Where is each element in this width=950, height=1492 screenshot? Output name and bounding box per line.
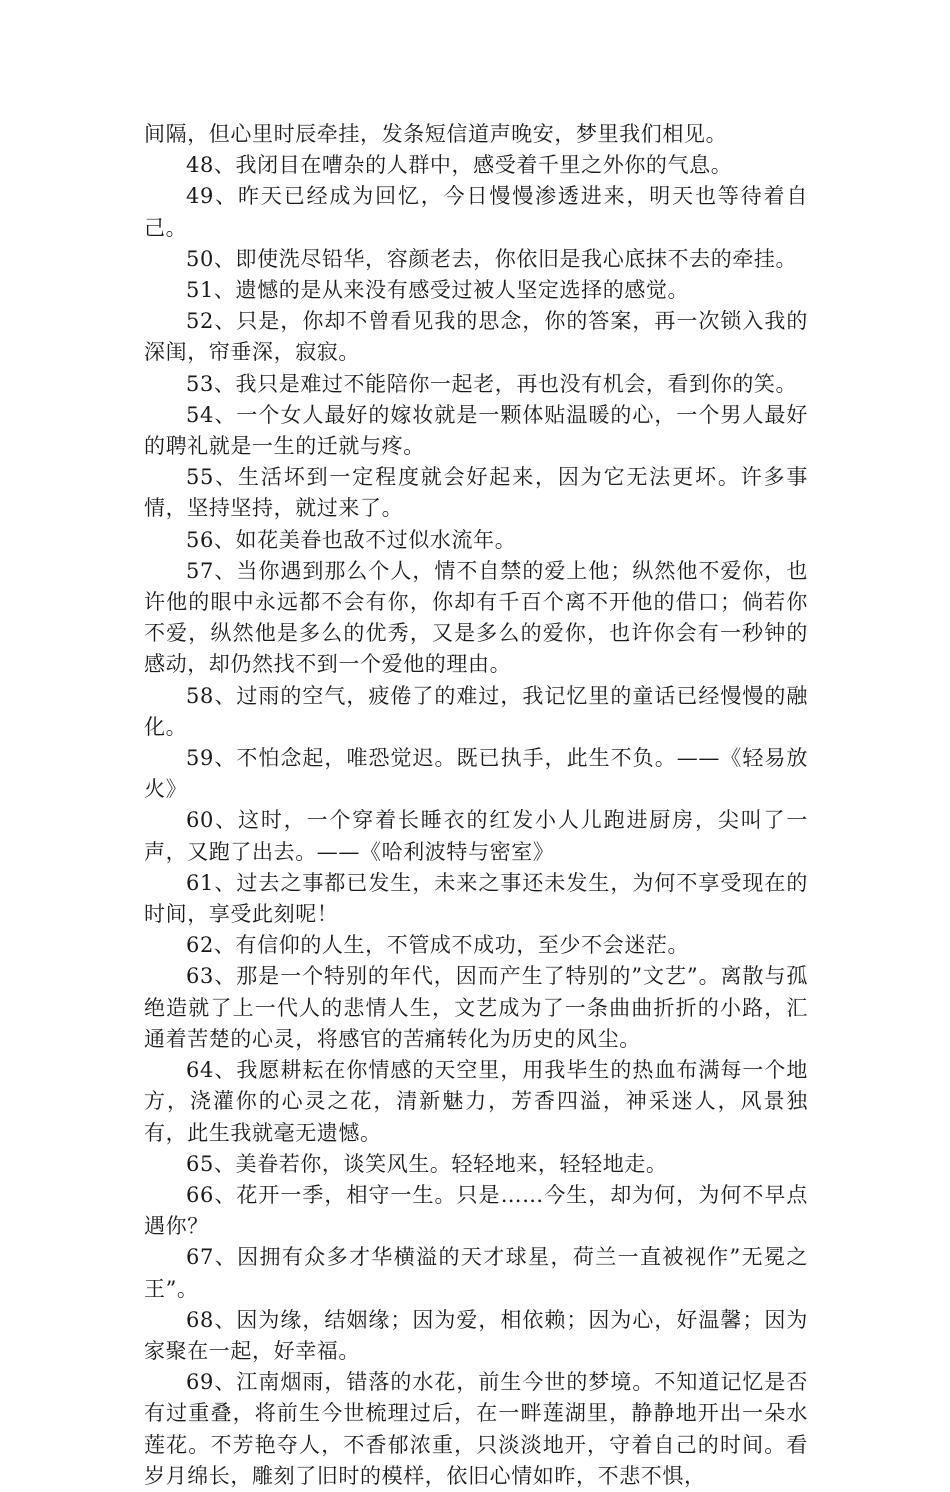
paragraph-64: 64、我愿耕耘在你情感的天空里，用我毕生的热血布满每一个地方，浇灌你的心灵之花，清新魅力，芳香四溢，神采迷人，风景独有，此生我就毫无遗憾。 [144, 1058, 808, 1145]
paragraph-48: 48、我闭目在嘈杂的人群中，感受着千里之外你的气息。 [186, 153, 733, 178]
paragraph-51: 51、遗憾的是从来没有感受过被人坚定选择的感觉。 [186, 278, 690, 303]
document-body [144, 119, 808, 1492]
paragraph-continuation: 间隔，但心里时辰牵挂，发条短信道声晚安，梦里我们相见。 [144, 122, 728, 146]
paragraph-65: 65、美眷若你，谈笑风生。轻轻地来，轻轻地走。 [186, 1151, 668, 1176]
paragraph-69: 69、江南烟雨，错落的水花，前生今世的梦境。不知道记忆是否有过重叠，将前生今世梳理过后，在一畔莲湖里，静静地开出一朵水莲花。不芳艳夺人，不香郁浓重，只淡淡地开，守着自己的时间。看岁月绵长，雕刻了旧时的模样，依旧心情如昨，不悲不惧， [144, 1370, 808, 1488]
paragraph-50: 50、即使洗尽铅华，容颜老去，你依旧是我心底抹不去的牵挂。 [186, 246, 798, 271]
paragraph-59: 59、不怕念起，唯恐觉迟。既已执手，此生不负。——《轻易放火》 [144, 746, 808, 802]
paragraph-54: 54、一个女人最好的嫁妆就是一颗体贴温暖的心，一个男人最好的聘礼就是一生的迁就与疼。 [144, 402, 808, 459]
paragraph-49: 49、昨天已经成为回忆，今日慢慢渗透进来，明天也等待着自己。 [144, 184, 808, 240]
paragraph-55: 55、生活坏到一定程度就会好起来，因为它无法更坏。许多事情，坚持坚持，就过来了。 [144, 465, 808, 521]
paragraph-61: 61、过去之事都已发生，未来之事还未发生，为何不享受现在的时间，享受此刻呢！ [144, 870, 808, 927]
paragraph-63: 63、那是一个特别的年代，因而产生了特别的”文艺”。离散与孤绝造就了上一代人的悲情人生，文艺成为了一条曲曲折折的小路，汇通着苦楚的心灵，将感官的苦痛转化为历史的风尘。 [144, 964, 808, 1051]
paragraph-58: 58、过雨的空气，疲倦了的难过，我记忆里的童话已经慢慢的融化。 [144, 683, 808, 739]
paragraph-66: 66、花开一季，相守一生。只是……今生，却为何，为何不早点遇你？ [144, 1182, 808, 1239]
paragraph-53: 53、我只是难过不能陪你一起老，再也没有机会，看到你的笑。 [186, 371, 798, 396]
paragraph-56: 56、如花美眷也敌不过似水流年。 [186, 527, 517, 552]
paragraph-60: 60、这时，一个穿着长睡衣的红发小人儿跑进厨房，尖叫了一声，又跑了出去。——《哈利波特与密室》 [144, 808, 808, 864]
paragraph-57: 57、当你遇到那么个人，情不自禁的爱上他；纵然他不爱你，也许他的眼中永远都不会有你，你却有千百个离不开他的借口；倘若你不爱，纵然他是多么的优秀，又是多么的爱你，也许你会有一秒钟的感动，却仍然找不到一个爱他的理由。 [144, 558, 808, 677]
paragraph-62: 62、有信仰的人生，不管成不成功，至少不会迷茫。 [186, 933, 690, 958]
paragraph-68: 68、因为缘，结姻缘；因为爱，相依赖；因为心，好温馨；因为家聚在一起，好幸福。 [144, 1307, 808, 1363]
paragraph-67: 67、因拥有众多才华横溢的天才球星，荷兰一直被视作”无冕之王”。 [144, 1245, 808, 1301]
paragraph-52: 52、只是，你却不曾看见我的思念，你的答案，再一次锁入我的深闺，帘垂深，寂寂。 [144, 309, 808, 365]
